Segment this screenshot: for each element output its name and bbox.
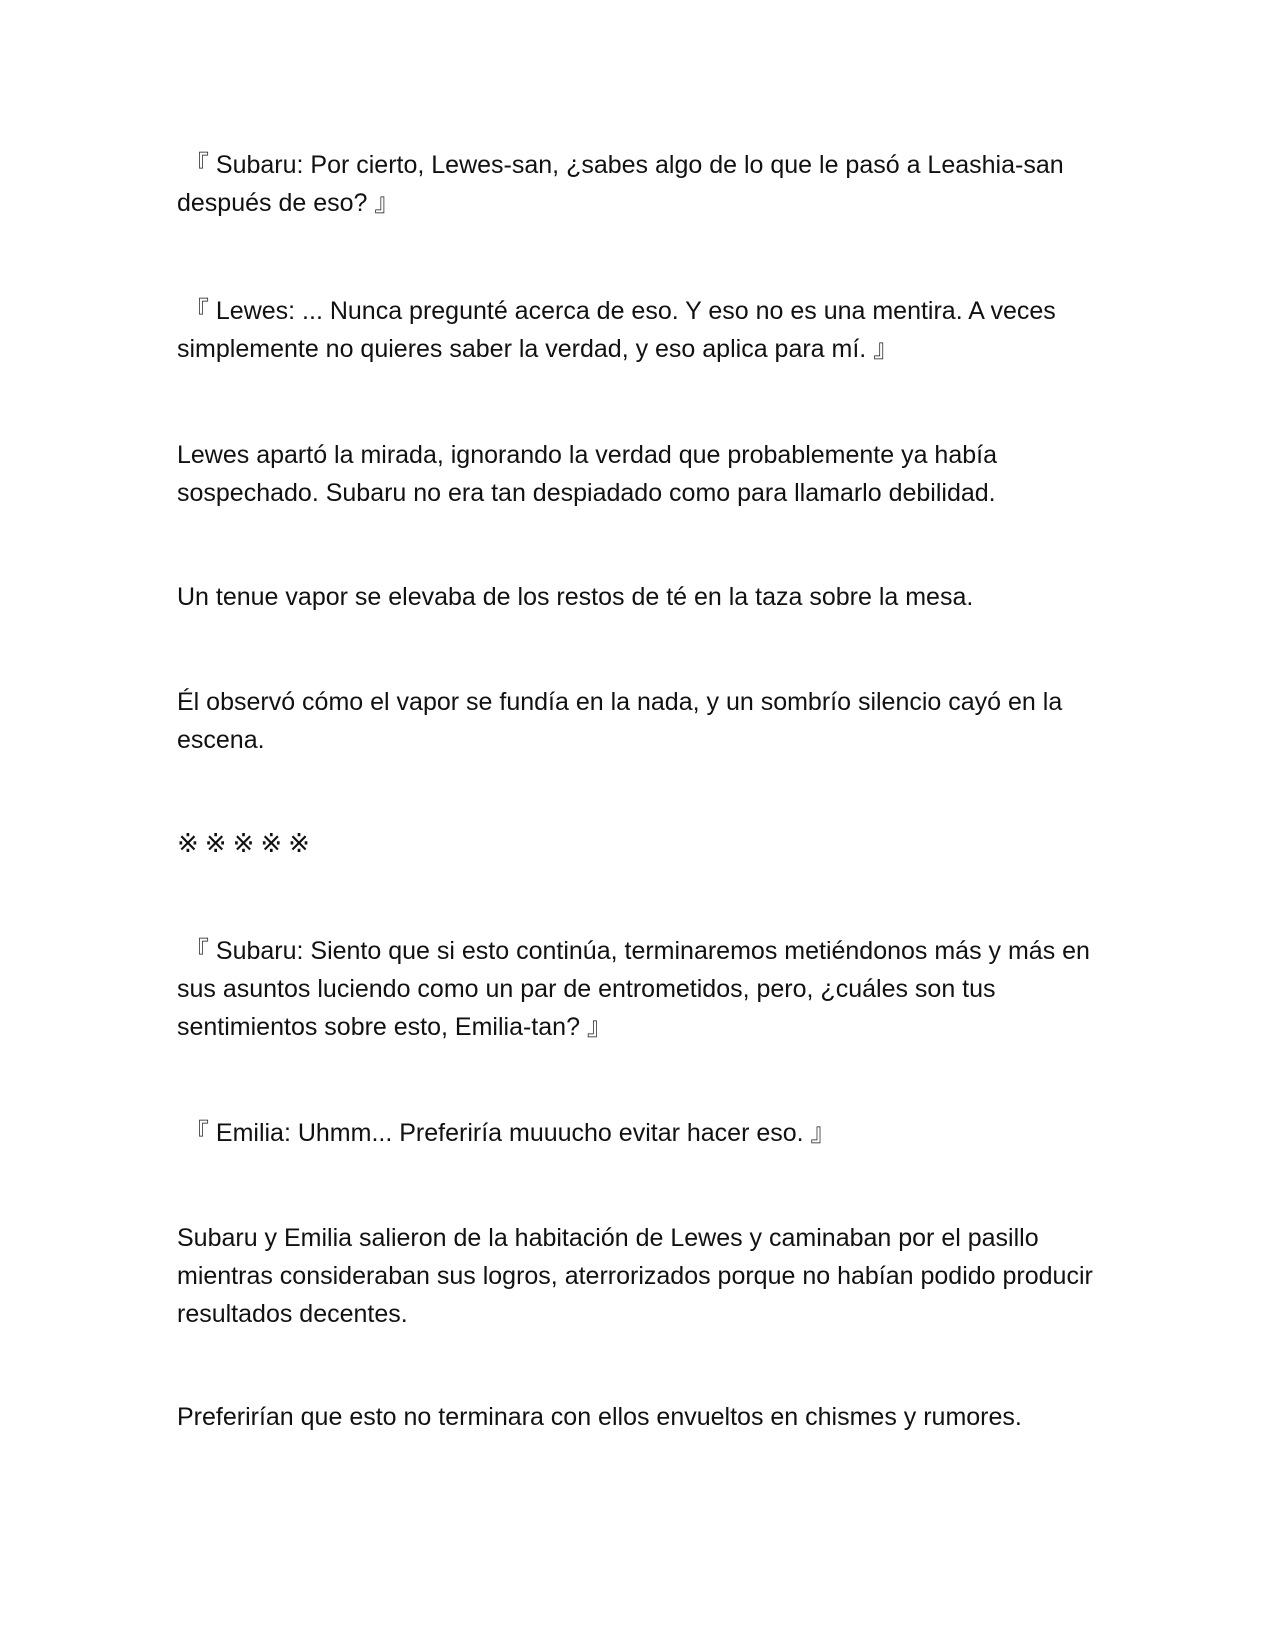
dialogue-emilia-answer: 『 Emilia: Uhmm... Preferiría muuucho evitar hacer eso. 』: [177, 1119, 836, 1147]
dialogue-subaru-question: 『 Subaru: Por cierto, Lewes-san, ¿sabes algo de lo que le pasó a Leashia-san después de eso? 』: [177, 151, 1064, 217]
narration-rumors: Preferirían que esto no terminara con ellos envueltos en chismes y rumores.: [177, 1403, 1022, 1431]
dialogue-subaru-feelings: 『 Subaru: Siento que si esto continúa, terminaremos metiéndonos más y más en sus asuntos luciendo como un par de entrometidos, pero, ¿cuáles son tus sentimientos sobre esto, Emilia-tan? 』: [177, 937, 1090, 1041]
narration-silence: Él observó cómo el vapor se fundía en la nada, y un sombrío silencio cayó en la escena.: [177, 688, 1063, 754]
narration-tea-vapor: Un tenue vapor se elevaba de los restos de té en la taza sobre la mesa.: [177, 583, 974, 611]
scene-separator: ※※※※※: [177, 829, 316, 859]
narration-hallway: Subaru y Emilia salieron de la habitación de Lewes y caminaban por el pasillo mientras consideraban sus logros, aterrorizados porque no habían podido producir resultados decentes.: [177, 1224, 1093, 1328]
narration-lewes-looks-away: Lewes apartó la mirada, ignorando la verdad que probablemente ya había sospechado. Subaru no era tan despiadado como para llamarlo debilidad.: [177, 441, 997, 507]
dialogue-lewes-answer: 『 Lewes: ... Nunca pregunté acerca de eso. Y eso no es una mentira. A veces simplemente no quieres saber la verdad, y eso aplica para mí. 』: [177, 297, 1056, 363]
